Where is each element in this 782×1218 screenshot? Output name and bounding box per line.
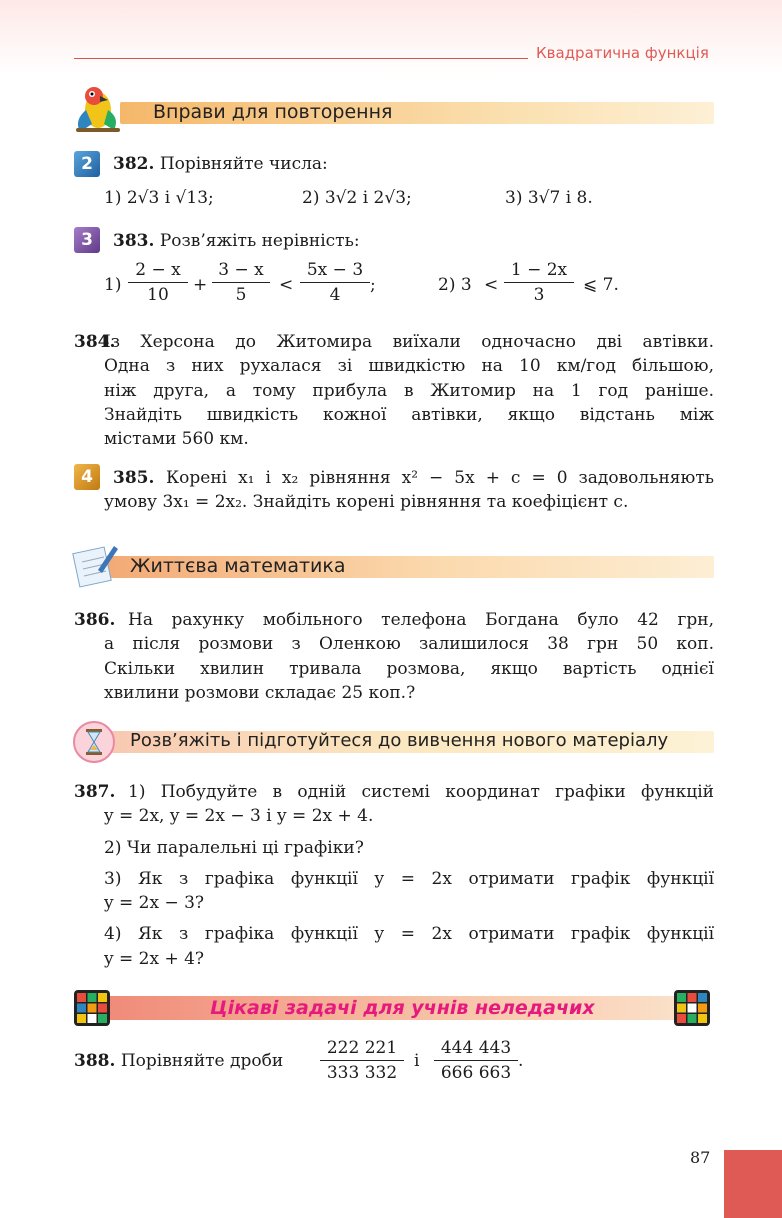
item-label: 2) 3	[438, 275, 472, 295]
fraction: $\frac{5x - 3}{4}$	[300, 258, 370, 307]
less-sign: <	[484, 275, 499, 295]
problem-388-line	[74, 1049, 283, 1073]
problem-number: 383.	[113, 231, 155, 251]
section-title-life-math: Життєва математика	[130, 555, 346, 577]
section-title-repeat: Вправи для повторення	[153, 101, 393, 123]
fraction: $\frac{444 443}{666 663}$	[434, 1036, 518, 1085]
hourglass-icon	[72, 720, 116, 764]
header-rule	[74, 58, 528, 59]
problem-text: Розв’яжіть нерівність:	[159, 231, 360, 251]
notebook-pencil-icon	[72, 540, 118, 588]
fraction: $\frac{222 221}{333 332}$	[320, 1036, 404, 1085]
problem-number: 382.	[113, 154, 155, 174]
plus-sign: +	[193, 275, 208, 295]
parrot-icon	[72, 80, 124, 136]
rubiks-cube-icon	[72, 988, 112, 1028]
problem-384-text: Із Херсона до Житомира виїхали одночасно дві автівки. Одна з них рухалася зі швидкістю на 10 км/год більшою, ніж друга, а тому прибула в Житомир на 1 год раніше. Знайдіть швидкість кожної автівки, якщо відстань між містами 560 км.	[104, 332, 714, 450]
page-corner-tab	[724, 1150, 782, 1218]
item-label: 1)	[104, 275, 122, 295]
conjunction: і	[414, 1051, 420, 1071]
page-number: 87	[690, 1148, 711, 1167]
problem-382-item-1: 1) 2√3 і √13;	[104, 188, 214, 208]
problem-385-text: Корені x₁ і x₂ рівняння x² − 5x + c = 0 задовольняють умову 3x₁ = 2x₂. Знайдіть корені рівняння та коефіцієнт c.	[104, 468, 714, 513]
level-2-icon: 2	[74, 151, 100, 177]
problem-386-number: 386.	[74, 610, 116, 630]
problem-382-item-3: 3) 3√7 і 8.	[505, 188, 593, 208]
less-equal-sign: ⩽ 7.	[583, 275, 619, 295]
problem-text: Порівняйте числа:	[159, 154, 328, 174]
level-4-icon: 4	[74, 464, 100, 490]
fraction: $\frac{2 - x}{10}$	[128, 258, 188, 307]
page-top-gradient	[0, 0, 782, 75]
problem-382-line	[113, 152, 328, 176]
period: .	[518, 1051, 524, 1071]
section-title-interesting: Цікаві задачі для учнів неледачих	[210, 997, 595, 1019]
problem-text: Порівняйте дроби	[120, 1051, 284, 1071]
level-3-icon: 3	[74, 227, 100, 253]
less-sign: <	[279, 275, 294, 295]
problem-383-line	[113, 229, 360, 253]
rubiks-cube-icon	[672, 988, 712, 1028]
problem-382-item-2: 2) 3√2 і 2√3;	[302, 188, 412, 208]
chapter-title: Квадратична функція	[536, 44, 709, 62]
problem-number: 388.	[74, 1051, 116, 1071]
problem-387-text: 1) Побудуйте в одній системі координат графіки функцій y = 2x, y = 2x − 3 і y = 2x + 4. 2) Чи паралельні ці графіки? 3) Як з графіка функції y = 2x отримати графік функції y = 2x − 3? 4) Як з графіка функції y = 2x отримати графік функції y = 2x + 4?	[104, 782, 714, 969]
problem-384-number: 384.	[74, 332, 116, 352]
problem-387-number: 387.	[74, 782, 116, 802]
problem-386-text: На рахунку мобільного телефона Богдана було 42 грн, а після розмови з Оленкою залишилося 38 грн 50 коп. Скільки хвилин тривала розмова, якщо вартість однієї хвилини розмови складає 25 коп.?	[104, 610, 714, 703]
fraction: $\frac{1 - 2x}{3}$	[504, 258, 574, 307]
section-title-prepare: Розв’яжіть і підготуйтеся до вивчення нового матеріалу	[130, 730, 669, 751]
problem-385-number: 385.	[113, 468, 155, 488]
fraction: $\frac{3 - x}{5}$	[212, 258, 270, 307]
semicolon: ;	[370, 275, 376, 295]
